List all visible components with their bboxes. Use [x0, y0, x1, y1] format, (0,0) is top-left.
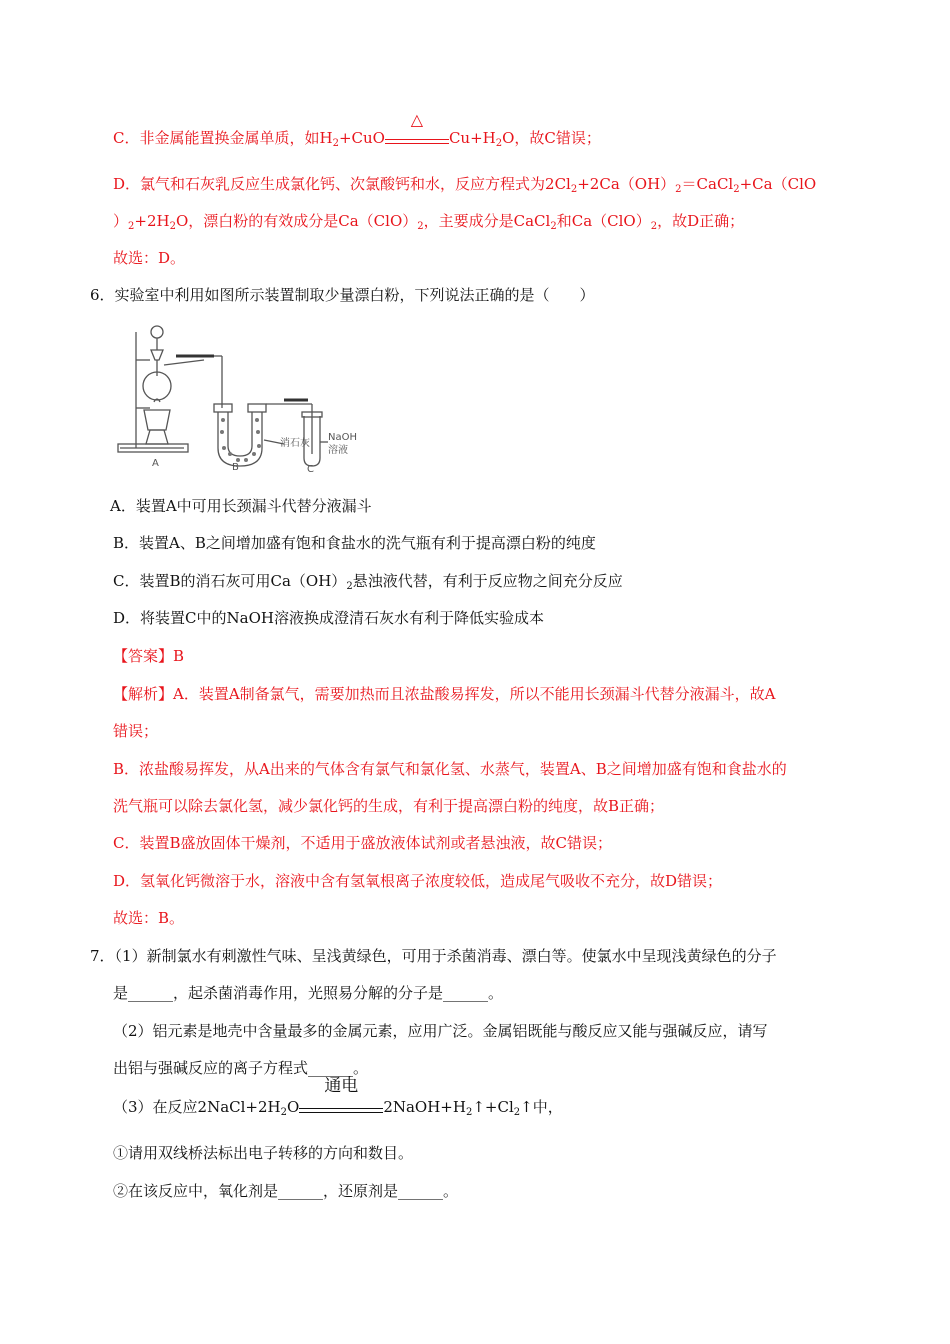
q7-part2-line2: 出铝与强碱反应的离子方程式______。	[113, 1059, 369, 1077]
apparatus-figure	[114, 320, 364, 472]
figure-label-c: C	[307, 464, 314, 472]
heating-condition-equals	[385, 110, 449, 148]
q6-analysis-c: C．装置B盛放固体干燥剂，不适用于盛放液体试剂或者悬浊液，故C错误；	[113, 834, 612, 852]
q6-analysis-a-line1: 【解析】A．装置A制备氯气，需要加热而且浓盐酸易挥发，所以不能用长颈漏斗代替分液漏斗，故A	[113, 685, 776, 703]
figure-label-c-line2: 溶液	[328, 445, 348, 456]
figure-label-b-reagent: 消石灰	[280, 438, 310, 449]
q6-answer: 【答案】B	[113, 647, 185, 665]
q6-analysis-d: D．氢氧化钙微溶于水，溶液中含有氢氧根离子浓度较低，造成尾气吸收不充分，故D错误；	[113, 872, 723, 890]
electrolysis-condition-equals: 通电	[299, 1097, 383, 1117]
q5-option-d-analysis-line2: ）$_2+2H_2O$，漂白粉的有效成分是$Ca(ClO)_2$，主要成分是CaCl$_2$和$Ca(ClO)_2$，故D正确；	[113, 212, 745, 232]
q6-option-b: B．装置A、B之间增加盛有饱和食盐水的洗气瓶有利于提高漂白粉的纯度	[113, 534, 596, 552]
lab-apparatus-diagram	[114, 320, 364, 472]
figure-label-a: A	[152, 458, 159, 469]
q6-analysis-b-line1: B．浓盐酸易挥发，从A出来的气体含有氯气和氯化氢、水蒸气，装置A、B之间增加盛有饱和食盐水的	[113, 760, 787, 778]
q7-part2-line1: （2）铝元素是地壳中含量最多的金属元素，应用广泛。金属铝既能与酸反应又能与强碱反应，请写	[113, 1022, 768, 1040]
q7-subquestion-2: ②在该反应中，氧化剂是______，还原剂是______。	[113, 1182, 459, 1200]
heat-triangle-icon: △	[410, 110, 424, 129]
q6-analysis-a-line2: 错误；	[113, 722, 159, 740]
figure-label-c-line1: NaOH	[328, 432, 357, 443]
q6-option-a: A．装置A中可用长颈漏斗代替分液漏斗	[110, 497, 372, 515]
q6-stem: 6．实验室中利用如图所示装置制取少量漂白粉，下列说法正确的是（ ）	[90, 286, 595, 304]
q7-part3-equation: （3）在反应$2NaCl+2H_2O$ 通电 $2NaOH+H_2↑+Cl_2↑$中，	[113, 1076, 563, 1118]
q5-conclusion: 故选：D。	[113, 249, 186, 267]
q6-option-d: D．将装置C中的NaOH溶液换成澄清石灰水有利于降低实验成本	[113, 609, 544, 627]
q7-subquestion-1: ①请用双线桥法标出电子转移的方向和数目。	[113, 1144, 414, 1162]
figure-label-b: B	[232, 462, 239, 472]
q7-part1-line1: 7．（1）新制氯水有刺激性气味、呈浅黄绿色，可用于杀菌消毒、漂白等。使氯水中呈现浅黄绿色的分子	[90, 947, 777, 965]
q7-part1-line2: 是______，起杀菌消毒作用，光照易分解的分子是______。	[113, 984, 504, 1002]
q6-conclusion: 故选：B。	[113, 909, 185, 927]
q5-option-d-analysis-line1: D．氯气和石灰乳反应生成氯化钙、次氯酸钙和水，反应方程式为$2Cl_2+2Ca(OH)_2=CaCl_2+Ca(ClO$	[113, 175, 817, 195]
q6-option-c: C．装置B的消石灰可用$Ca(OH)_2$悬浊液代替，有利于反应物之间充分反应	[113, 572, 623, 592]
q6-analysis-b-line2: 洗气瓶可以除去氯化氢，减少氯化钙的生成，有利于提高漂白粉的纯度，故B正确；	[113, 797, 665, 815]
q5-option-c-analysis: C．非金属能置换金属单质，如$H_2+CuO$ △ $Cu+H_2O$，故C错误；	[113, 110, 601, 149]
